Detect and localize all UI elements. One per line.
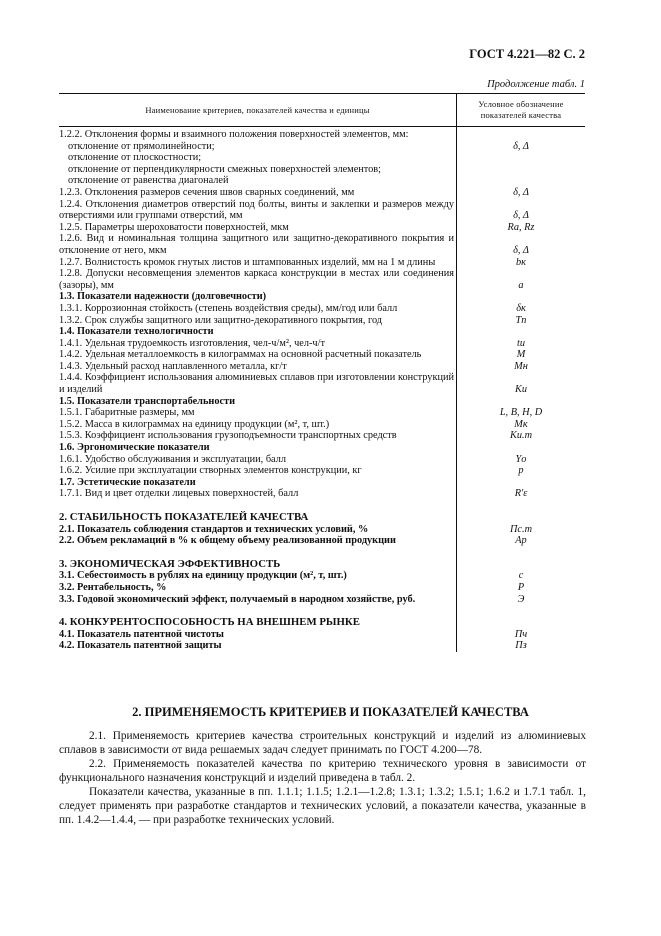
table-row: 1.2.6. Вид и номинальная толщина защитного или защитно-декоративного покрытия и отклонение от него, мкм δ, Δ [59, 233, 529, 256]
table-row: 1.2.5. Параметры шероховатости поверхностей, мкм Ra, Rz [59, 221, 535, 233]
table-row: 2.1. Показатель соблюдения стандартов и технических условий, % Пс.т [59, 523, 533, 535]
table-row: 1.4.2. Удельная металлоемкость в килограммах на основной расчетный показатель M [59, 349, 526, 361]
section-row: 1.6. Эргономические показатели [59, 442, 585, 454]
table-row: 1.7.1. Вид и цвет отделки лицевых поверхностей, балл R′ε [59, 488, 528, 500]
section-row: 1.4. Показатели технологичности [59, 326, 585, 338]
paragraph-2-3: Показатели качества, указанные в пп. 1.1.1; 1.1.5; 1.2.1—1.2.8; 1.3.1; 1.3.2; 1.5.1; 1.6.2 и 1.7.1 табл. 1, следует применять при разработке стандартов и технических условий, а показатели качества, указанные в пп. 1.4.2—1.4.4, — при разработке технических условий. [59, 786, 586, 826]
table-row: 1.4.3. Удельный расход наплавленного металла, кг/т Mн [59, 360, 528, 372]
table-row: 4.2. Показатель патентной защиты Пз [59, 640, 527, 652]
section-row: 1.3. Показатели надежности (долговечности) [59, 291, 585, 303]
table-row: 3.1. Себестоимость в рублях на единицу продукции (м², т, шт.) c [59, 570, 524, 582]
table-row: 1.5.3. Коэффициент использования грузоподъемности транспортных средств Kи.т [59, 430, 533, 442]
table-row: 1.5.1. Габаритные размеры, мм L, B, H, D [59, 407, 543, 419]
table-row: 1.3.1. Коррозионная стойкость (степень воздействия среды), мм/год или балл δк [59, 302, 526, 314]
table-row: 3.2. Рентабельность, % P [59, 581, 525, 593]
table-row: 3.3. Годовой экономический эффект, получаемый в народном хозяйстве, руб. Э [59, 593, 525, 605]
page-header: ГОСТ 4.221—82 С. 2 [469, 47, 585, 61]
table-row: 1.2.7. Волнистость кромок гнутых листов и штампованных изделий, мм на 1 м длины bк [59, 256, 526, 268]
table-row: 1.3.2. Срок службы защитного или защитно-декоративного покрытия, год Tп [59, 314, 527, 326]
table-row: 1.5.2. Масса в килограммах на единицу продукции (м², т, шт.) Mк [59, 418, 528, 430]
col-header-symbol: Условное обозначение показателей качества [457, 94, 586, 127]
quality-indicators-table [59, 93, 585, 652]
section-heading-row: 4. КОНКУРЕНТОСПОСОБНОСТЬ НА ВНЕШНЕМ РЫНКЕ [59, 617, 585, 629]
paragraph-2-1: 2.1. Применяемость критериев качества строительных конструкций и изделий из алюминиевых сплавов в зависимости от вида решаемых задач следует принимать по ГОСТ 4.200—78. [59, 730, 586, 756]
paragraph-2-2: 2.2. Применяемость показателей качества по критерию технического уровня в зависимости от функционального назначения конструкций и изделий приведена в табл. 2. [59, 758, 586, 784]
section-row: 1.5. Показатели транспортабельности [59, 396, 585, 408]
table-continuation-label: Продолжение табл. 1 [487, 79, 585, 90]
table-row: 1.2.4. Отклонения диаметров отверстий под болты, винты и заклепки и размеров между отверстиями или группами отверстий, мм δ, Δ [59, 198, 529, 222]
section-heading-row: 3. ЭКОНОМИЧЕСКАЯ ЭФФЕКТИВНОСТЬ [59, 559, 585, 571]
table-row: 1.4.1. Удельная трудоемкость изготовления, чел-ч/м², чел-ч/т tи [59, 337, 525, 349]
section-2-heading: 2. ПРИМЕНЯЕМОСТЬ КРИТЕРИЕВ И ПОКАЗАТЕЛЕЙ КАЧЕСТВА [132, 705, 529, 719]
table-row: 1.2.8. Допуски несовмещения элементов каркаса конструкции в местах или соединения (зазоры), мм a [59, 268, 524, 291]
table-row: 1.6.1. Удобство обслуживания и эксплуатации, балл Yо [59, 453, 527, 465]
section-heading-row: 2. СТАБИЛЬНОСТЬ ПОКАЗАТЕЛЕЙ КАЧЕСТВА [59, 512, 585, 524]
section-row: 1.7. Эстетические показатели [59, 477, 585, 489]
table-row: 2.2. Объем рекламаций в % к общему объему реализованной продукции Aр [59, 535, 527, 547]
col-header-name: Наименование критериев, показателей качества и единицы [59, 94, 457, 127]
table-row: 1.6.2. Усилие при эксплуатации створных элементов конструкции, кг p [59, 465, 524, 477]
table-row: 1.2.3. Отклонения размеров сечения швов сварных соединений, мм δ, Δ [59, 186, 529, 198]
table-row: 1.4.4. Коэффициент использования алюминиевых сплавов при изготовлении конструкций и изделий Kи [59, 372, 528, 396]
table-row: 4.1. Показатель патентной чистоты Пч [59, 628, 528, 640]
table-row: 1.2.2. Отклонения формы и взаимного положения поверхностей элементов, мм: отклонение от прямолинейности; отклонение от плоскостности; отклонение от перпендикулярности смежных поверхностей элементов; отклонение от равенства диагоналей δ, Δ [59, 127, 585, 187]
